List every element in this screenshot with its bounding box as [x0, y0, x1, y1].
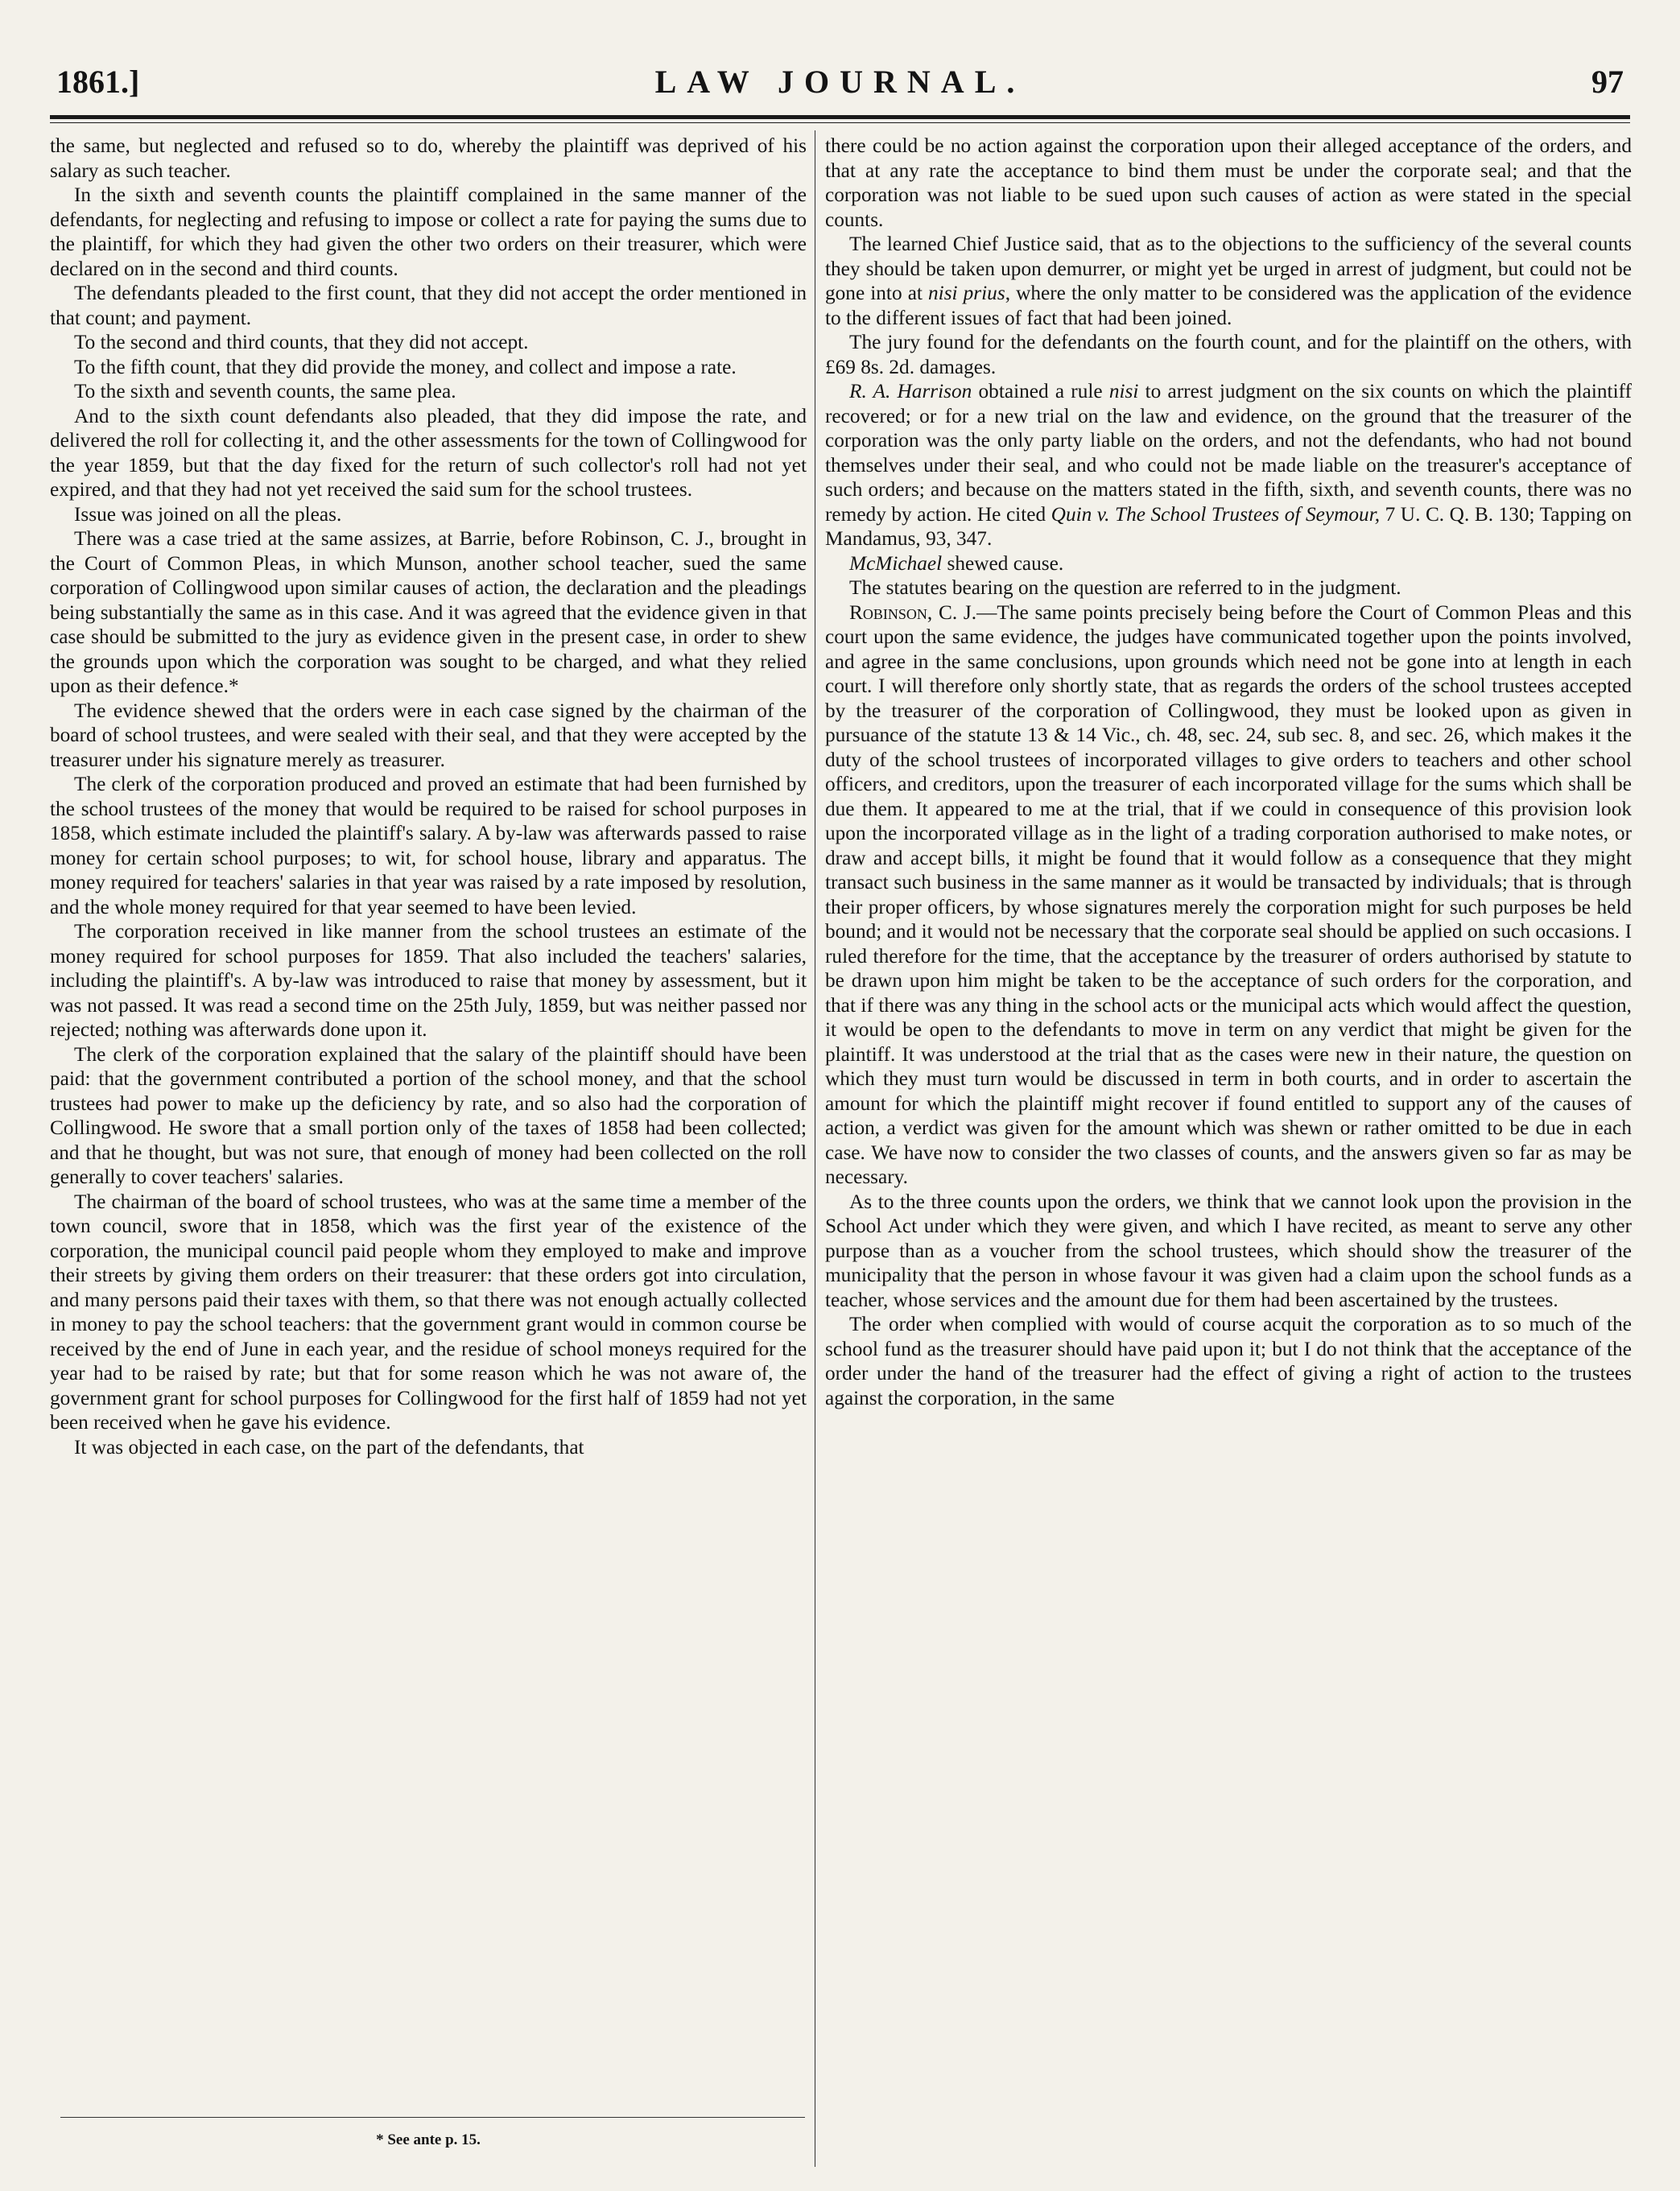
paragraph: Issue was joined on all the pleas.: [74, 502, 342, 526]
judge-name: Robinson, C. J.: [849, 600, 977, 624]
paragraph: The jury found for the defendants on the fourth count, and for the plaintiff on the others, with £69 8s. 2d. damages.: [825, 331, 1632, 378]
running-header: [56, 63, 1624, 119]
paragraph: There was a case tried at the same assizes, at Barrie, before Robinson, C. J., brought in the Court of Common Pleas, in which Munson, another school teacher, sued the same corporation of Collingwood upon similar causes of action, the declaration and the pleadings being substantially the same as in this case. And it was agreed that the evidence given in that case should be submitted to the jury as evidence given in the present case, in order to shew the grounds upon which the corporation was sought to be charged, and what they relied upon as their defence.*: [50, 527, 807, 697]
header-rule-thin: [50, 122, 1630, 123]
page-number: 97: [1591, 64, 1624, 100]
header-year: 1861.]: [56, 64, 140, 100]
paragraph: The evidence shewed that the orders were in each case signed by the chairman of the board of school trustees, and were sealed with their seal, and that they were accepted by the treasurer under his signature merely as treasurer.: [50, 699, 807, 771]
paragraph: The learned Chief Justice said, that as to the objections to the sufficiency of the several counts they should be taken upon demurrer, or might yet be urged in arrest of judgment, but could not be gone into at nisi prius, where the only matter to be considered was the application of the evidence to the different issues of fact that had been joined.: [825, 233, 1632, 329]
paragraph: R. A. Harrison obtained a rule nisi to arrest judgment on the six counts on which the plaintiff recovered; or for a new trial on the law and evidence, on the ground that the treasurer of the corporation was the only party liable on the orders, and not the defendants, who had not bound themselves under their seal, and who could not be made liable on the treasurer's acceptance of such orders; and because on the matters stated in the fifth, sixth, and seventh counts, there was no remedy by action. He cited Quin v. The School Trustees of Seymour, 7 U. C. Q. B. 130; Tapping on Mandamus, 93, 347.: [825, 380, 1632, 550]
paragraph: It was objected in each case, on the part of the defendants, that: [74, 1435, 584, 1459]
paragraph: The chairman of the board of school trustees, who was at the same time a member of the town council, swore that in 1858, which was the first year of the existence of the corporation, the municipal council paid people whom they employed to make and improve their streets by giving them orders on their treasurer: that these orders got into circulation, and many persons paid their taxes with them, so that there was not enough actually collected in money to pay the school teachers: that the government grant would in common course be received by the end of June in each year, and the residue of school moneys required for the year had to be raised by rate; but that for some reason which he was not aware of, the government grant for school purposes for Collingwood for the first half of 1859 had not yet been received when he gave his evidence.: [50, 1190, 807, 1434]
counsel-name: R. A. Harrison: [849, 380, 972, 402]
header-rule-thick: [50, 115, 1630, 119]
footnote-rule: [60, 2117, 805, 2118]
counsel-name: McMichael: [849, 551, 943, 575]
paragraph: The clerk of the corporation explained that the salary of the plaintiff should have been paid: that the government contributed a portion of the school money, and that the school trustees had power to make up the deficiency by rate, and so also had the corporation of Collingwood. He swore that a small portion only of the taxes of 1858 had been collected; and that he thought, but was not sure, that enough of money had been collected on the roll generally to cover teachers' salaries.: [50, 1042, 807, 1188]
paragraph: To the second and third counts, that they did not accept.: [74, 331, 529, 353]
right-column: [825, 134, 1632, 1410]
footnote: * See ante p. 15.: [376, 2131, 481, 2148]
paragraph: The corporation received in like manner from the school trustees an estimate of the money required for school purposes for 1859. That also included the teachers' salaries, including the plaintiff's. A by-law was introduced to raise that money by assessment, but it was not passed. It was read a second time on the 25th July, 1859, but was neither passed nor rejected; nothing was afterwards done upon it.: [50, 920, 807, 1041]
header-title: LAW JOURNAL.: [654, 64, 1026, 100]
paragraph: The clerk of the corporation produced and proved an estimate that had been furnished by the school trustees of the money that would be required to be raised for school purposes in 1858, which estimate included the plaintiff's salary. A by-law was afterwards passed to raise money for certain school purposes; to wit, for school house, library and apparatus. The money required for teachers' salaries in that year was raised by a rate imposed by resolution, and the whole money required for that year seemed to have been levied.: [50, 773, 807, 918]
paragraph: there could be no action against the corporation upon their alleged acceptance of the orders, and that at any rate the acceptance to bind them must be under the corporate seal; and that the corporation was not liable to be sued upon such causes of action as were stated in the special counts.: [825, 134, 1632, 231]
paragraph: the same, but neglected and refused so to do, whereby the plaintiff was deprived of his salary as such teacher.: [50, 134, 807, 182]
case-citation: Quin v. The School Trustees of Seymour,: [1051, 502, 1381, 526]
paragraph: As to the three counts upon the orders, we think that we cannot look upon the provision in the School Act under which they were given, and which I have recited, as meant to serve any other purpose than as a voucher from the school trustees, which should show the treasurer of the municipality that the person in whose favour it was given had a claim upon the school funds as a teacher, whose services and the amount due for them had been ascertained by the trustees.: [825, 1190, 1632, 1311]
paragraph: To the sixth and seventh counts, the same plea.: [74, 380, 456, 402]
paragraph: In the sixth and seventh counts the plaintiff complained in the same manner of the defendants, for neglecting and refusing to impose or collect a rate for paying the sums due to the plaintiff, for which they had given the other two orders on their treasurer, which were declared on in the second and third counts.: [50, 184, 807, 280]
paragraph: And to the sixth count defendants also pleaded, that they did impose the rate, and delivered the roll for collecting it, and the other assessments for the town of Collingwood for the year 1859, but that the day fixed for the return of such collector's roll had not yet expired, and that they had not yet received the said sum for the school trustees.: [50, 404, 807, 501]
paragraph: The statutes bearing on the question are referred to in the judgment.: [849, 576, 1401, 599]
paragraph: McMichael shewed cause.: [849, 551, 1064, 575]
paragraph: To the fifth count, that they did provide the money, and collect and impose a rate.: [74, 355, 737, 378]
left-column: [50, 134, 807, 1459]
judgment-paragraph: Robinson, C. J.—The same points precisely being before the Court of Common Pleas and this court upon the same evidence, the judges have communicated together upon the points involved, and agree in the same conclusions, upon grounds which need not be gone into at length in each court. I will therefore only shortly state, that as regards the orders of the school trustees accepted by the treasurer of the corporation of Collingwood, they must be looked upon as given in pursuance of the statute 13 & 14 Vic., ch. 48, sec. 24, sub sec. 8, and sec. 26, which makes it the duty of the school trustees of incorporated villages to give orders to teachers and other school officers, and creditors, upon the treasurer of each incorporated village for the sums which shall be due them. It appeared to me at the trial, that if we could in consequence of this provision look upon the incorporated village as in the light of a trading corporation authorised to make notes, or draw and accept bills, it might be found that it would follow as a consequence that they might transact such business in the same manner as it would be transacted by individuals; that is through their proper officers, by whose signatures merely the corporation might for such purposes be held bound; and it would not be necessary that the corporate seal should be applied on such occasions. I ruled therefore for the time, that the acceptance by the treasurer of orders authorised by statute to be drawn upon him might be taken to be the acceptance of such orders for the corporation, and that if there was any thing in the school acts or the municipal acts which would affect the question, it would be open to the defendants to move in term on any verdict that might be given for the plaintiff. It was understood at the trial that as the cases were new in their nature, the question on which they must turn would be discussed in term in both courts, and in order to ascertain the amount for which the plaintiff might recover if found entitled to support any of the causes of action, a verdict was given for the amount which was shewn or rather omitted to be due in each case. We have now to consider the two classes of counts, and the answers given so far as may be necessary.: [825, 600, 1632, 1188]
paragraph: The order when complied with would of course acquit the corporation as to so much of the school fund as the treasurer should have paid upon it; but I do not think that the acceptance of the order under the hand of the treasurer had the effect of giving a right of action to the trustees against the corporation, in the same: [825, 1313, 1632, 1409]
paragraph: The defendants pleaded to the first count, that they did not accept the order mentioned in that count; and payment.: [50, 282, 807, 329]
